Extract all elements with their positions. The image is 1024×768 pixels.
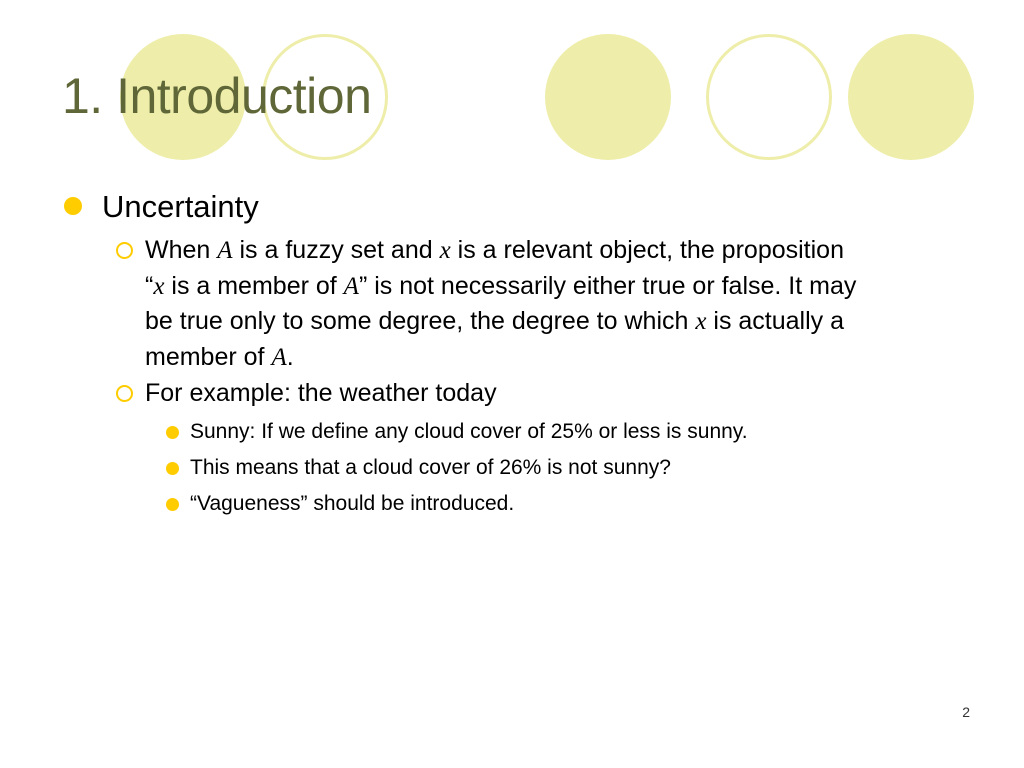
bullet-item-not-sunny: This means that a cloud cover of 26% is not sunny? — [190, 456, 671, 479]
bullet-ring-icon — [116, 385, 133, 402]
bullet-item-fuzzy-proposition — [145, 233, 856, 375]
slide-title: 1. Introduction — [62, 68, 372, 124]
text-line: When A is a fuzzy set and x is a relevant object, the proposition — [145, 236, 844, 264]
bullet-item-uncertainty: Uncertainty — [102, 189, 259, 224]
bullet-filled-icon — [166, 462, 179, 475]
bullet-item-sunny-definition: Sunny: If we define any cloud cover of 25% or less is sunny. — [190, 420, 748, 443]
text-line: “x is a member of A” is not necessarily either true or false. It may — [145, 271, 857, 300]
bullet-ring-icon — [116, 242, 133, 259]
bullet-item-weather-example: For example: the weather today — [145, 379, 497, 407]
bullet-filled-icon — [64, 197, 82, 215]
text-line: member of A. — [145, 342, 294, 371]
bullet-filled-icon — [166, 498, 179, 511]
page-number: 2 — [962, 704, 970, 720]
bullet-filled-icon — [166, 426, 179, 439]
bullet-item-vagueness: “Vagueness” should be introduced. — [190, 492, 515, 515]
text-line: be true only to some degree, the degree to which x is actually a — [145, 307, 845, 335]
